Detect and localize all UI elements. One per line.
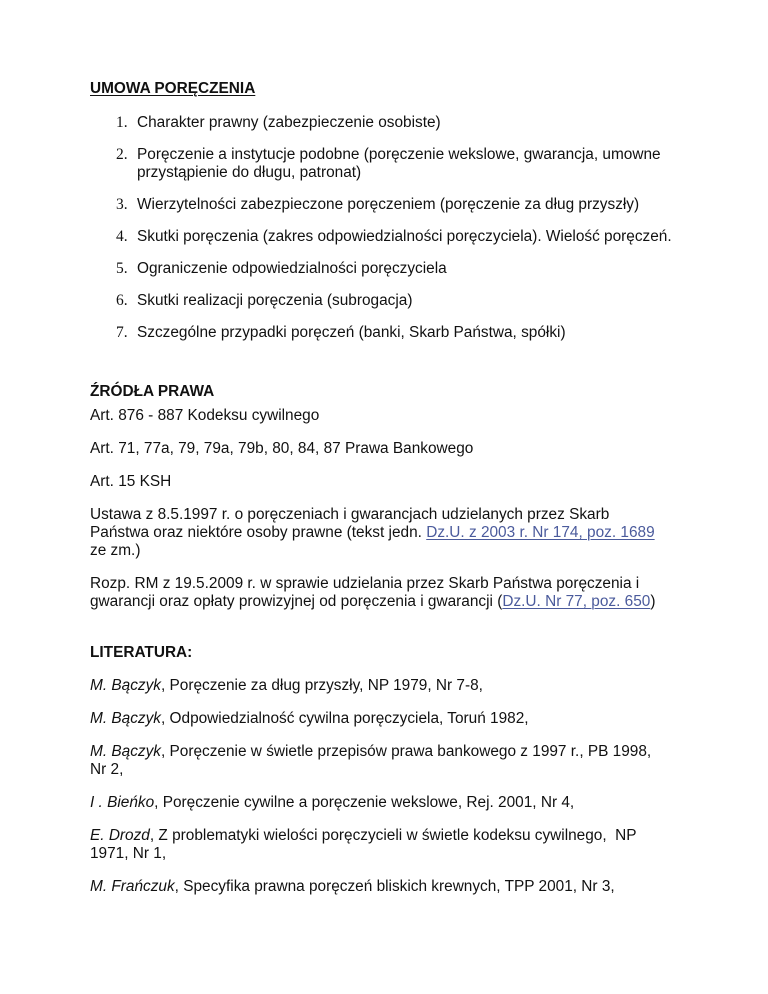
literature-entry-line xyxy=(90,743,651,761)
dzu-2003-link[interactable]: Dz.U. z 2003 r. Nr 174, poz. 1689 xyxy=(426,524,655,541)
source-item: Art. 876 - 887 Kodeksu cywilnego xyxy=(90,407,320,424)
source-text-line xyxy=(90,524,655,542)
source-text: ze zm.) xyxy=(90,542,141,559)
source-item: Art. 71, 77a, 79, 79a, 79b, 80, 84, 87 Prawa Bankowego xyxy=(90,440,474,457)
literature-title: , Z problematyki wielości poręczycieli w świetle kodeksu cywilnego, NP xyxy=(149,827,637,844)
literature-author: I . Bieńko xyxy=(90,794,155,811)
literature-entry xyxy=(90,878,615,896)
literature-entry xyxy=(90,794,574,812)
source-text: ) xyxy=(650,593,656,610)
list-number: 6. xyxy=(116,292,128,309)
literature-author: M. Bączyk xyxy=(90,710,161,727)
list-number: 5. xyxy=(116,260,128,277)
literature-author: M. Bączyk xyxy=(90,677,161,694)
list-item-text: Charakter prawny (zabezpieczenie osobiste) xyxy=(137,114,441,131)
literature-entry xyxy=(90,710,529,728)
literature-entry xyxy=(90,677,483,695)
list-item-text: Skutki poręczenia (zakres odpowiedzialności poręczyciela). Wielość poręczeń. xyxy=(137,228,672,245)
literature-author: M. Frańczuk xyxy=(90,878,175,895)
sources-heading: ŹRÓDŁA PRAWA xyxy=(90,383,215,400)
source-text-line xyxy=(90,593,655,611)
document-title: UMOWA PORĘCZENIA xyxy=(90,80,256,97)
list-number: 7. xyxy=(116,324,128,341)
literature-entry-line xyxy=(90,827,637,845)
list-item-text: przystąpienie do długu, patronat) xyxy=(137,164,362,181)
source-item: Art. 15 KSH xyxy=(90,473,172,490)
literature-title: , Poręczenie cywilne a poręczenie wekslowe, Rej. 2001, Nr 4, xyxy=(154,794,575,811)
source-text: gwarancji oraz opłaty prowizyjnej od poręczenia i gwarancji ( xyxy=(90,593,503,610)
literature-author: E. Drozd xyxy=(90,827,150,844)
source-text: Rozp. RM z 19.5.2009 r. w sprawie udzielania przez Skarb Państwa poręczenia i xyxy=(90,575,640,592)
source-text: Ustawa z 8.5.1997 r. o poręczeniach i gwarancjach udzielanych przez Skarb xyxy=(90,506,610,523)
literature-title: , Specyfika prawna poręczeń bliskich krewnych, TPP 2001, Nr 3, xyxy=(174,878,615,895)
list-item-text: Wierzytelności zabezpieczone poręczeniem (poręczenie za dług przyszły) xyxy=(137,196,640,213)
literature-title: 1971, Nr 1, xyxy=(90,845,167,862)
literature-heading: LITERATURA: xyxy=(90,644,193,661)
literature-title: , Odpowiedzialność cywilna poręczyciela, Toruń 1982, xyxy=(160,710,529,727)
source-text: Państwa oraz niektóre osoby prawne (tekst jedn. xyxy=(90,524,427,541)
list-item-text: Ograniczenie odpowiedzialności poręczyciela xyxy=(137,260,447,277)
list-item-text: Poręczenie a instytucje podobne (poręczenie wekslowe, gwarancja, umowne xyxy=(137,146,661,163)
list-number: 2. xyxy=(116,146,128,163)
dzu-2009-link[interactable]: Dz.U. Nr 77, poz. 650 xyxy=(502,593,651,610)
list-item-text: Szczególne przypadki poręczeń (banki, Skarb Państwa, spółki) xyxy=(137,324,566,341)
literature-title: Nr 2, xyxy=(90,761,124,778)
list-number: 1. xyxy=(116,114,128,131)
literature-title: , Poręczenie w świetle przepisów prawa bankowego z 1997 r., PB 1998, xyxy=(160,743,652,760)
literature-title: , Poręczenie za dług przyszły, NP 1979, Nr 7-8, xyxy=(160,677,483,694)
list-number: 4. xyxy=(116,228,128,245)
literature-author: M. Bączyk xyxy=(90,743,161,760)
list-number: 3. xyxy=(116,196,128,213)
list-item-text: Skutki realizacji poręczenia (subrogacja) xyxy=(137,292,413,309)
